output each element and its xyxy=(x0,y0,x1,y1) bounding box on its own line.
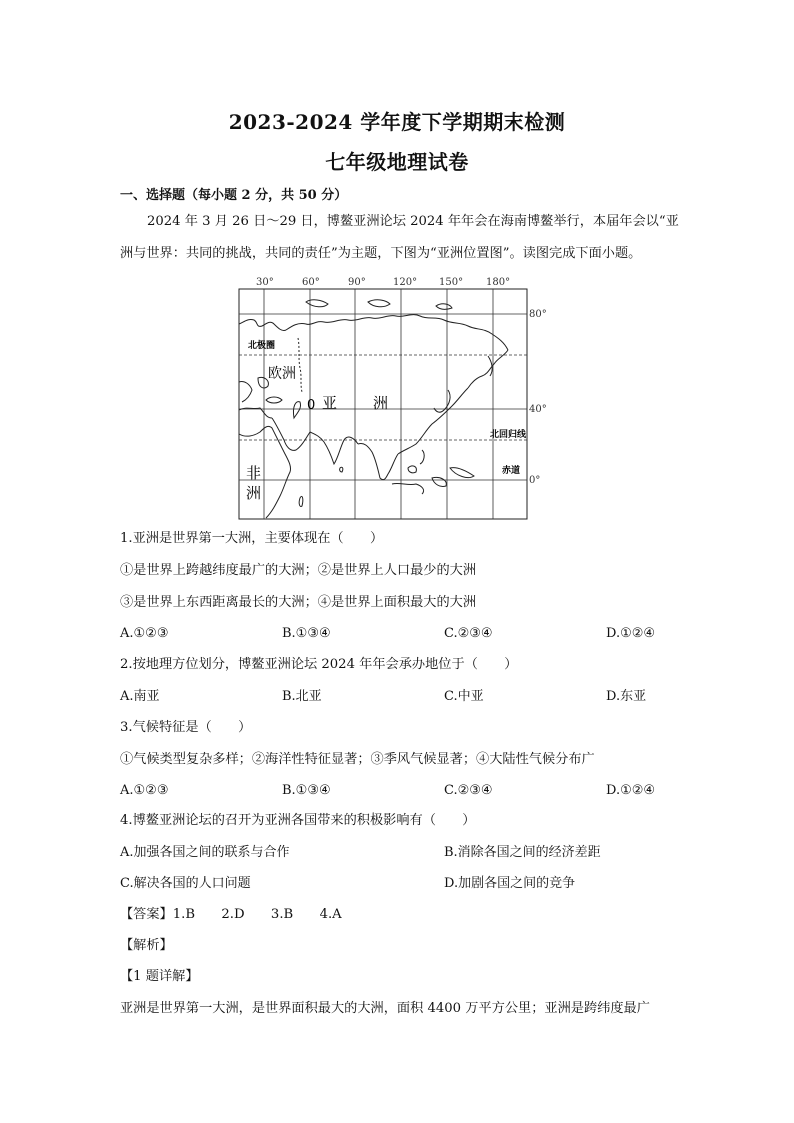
intro-line-2: 洲与世界：共同的挑战，共同的责任”为主题，下图为“亚洲位置图”。读图完成下面小题。 xyxy=(120,246,642,261)
intro-line-1: 2024 年 3 月 26 日～29 日，博鳌亚洲论坛 2024 年年会在海南博鳌举行，本届年会以“亚 xyxy=(147,214,679,229)
question-3-option-a[interactable]: A.①②③ xyxy=(120,783,169,798)
question-2-option-b[interactable]: B.北亚 xyxy=(282,689,322,704)
question-2-stem: 2.按地理方位划分，博鳌亚洲论坛 2024 年年会承办地位于（ ） xyxy=(120,657,518,672)
detail-1-heading: 【1 题详解】 xyxy=(120,969,199,984)
analysis-heading: 【解析】 xyxy=(120,938,173,953)
question-3-stem: 3.气候特征是（ ） xyxy=(120,720,252,735)
lon-label-180: 180° xyxy=(486,277,511,288)
arctic-circle-label: 北极圈 xyxy=(248,341,276,351)
section-heading: 一、选择题（每小题 2 分，共 50 分） xyxy=(120,188,348,203)
question-1-option-a[interactable]: A.①②③ xyxy=(120,626,169,641)
zero-label: 0 xyxy=(307,398,316,413)
question-4-option-b[interactable]: B.消除各国之间的经济差距 xyxy=(444,845,601,860)
asia-label-1: 亚 xyxy=(322,394,338,412)
asia-location-map xyxy=(236,272,554,524)
question-2-option-d[interactable]: D.东亚 xyxy=(606,689,647,704)
question-1-statement-1: ①是世界上跨越纬度最广的大洲；②是世界上人口最少的大洲 xyxy=(120,563,477,578)
lat-label-80: 80° xyxy=(529,309,547,320)
question-4-option-a[interactable]: A.加强各国之间的联系与合作 xyxy=(120,845,290,860)
asia-label-2: 洲 xyxy=(373,394,389,412)
lat-label-0: 0° xyxy=(529,475,541,486)
question-4-stem: 4.博鳌亚洲论坛的召开为亚洲各国带来的积极影响有（ ） xyxy=(120,813,476,828)
question-1-option-b[interactable]: B.①③④ xyxy=(282,626,331,641)
lon-label-150: 150° xyxy=(439,277,464,288)
lon-label-30: 30° xyxy=(256,277,274,288)
europe-label: 欧洲 xyxy=(268,366,296,382)
question-3-option-b[interactable]: B.①③④ xyxy=(282,783,331,798)
question-3-statement-1: ①气候类型复杂多样；②海洋性特征显著；③季风气候显著；④大陆性气候分布广 xyxy=(120,752,595,767)
lon-label-120: 120° xyxy=(393,277,418,288)
answer-key: 【答案】1.B 2.D 3.B 4.A xyxy=(120,907,342,922)
tropic-of-cancer-label: 北回归线 xyxy=(490,430,527,440)
lat-label-40: 40° xyxy=(529,404,547,415)
question-1-statement-2: ③是世界上东西距离最长的大洲；④是世界上面积最大的大洲 xyxy=(120,595,477,610)
question-2-option-a[interactable]: A.南亚 xyxy=(120,689,160,704)
page-subtitle: 七年级地理试卷 xyxy=(325,150,469,174)
question-3-option-d[interactable]: D.①②④ xyxy=(606,783,656,798)
africa-label-1: 非 xyxy=(246,464,262,482)
question-4-option-d[interactable]: D.加剧各国之间的竞争 xyxy=(444,876,576,891)
detail-1-text: 亚洲是世界第一大洲，是世界面积最大的大洲，面积 4400 万平方公里；亚洲是跨纬度最广 xyxy=(120,1001,650,1016)
question-1-option-d[interactable]: D.①②④ xyxy=(606,626,656,641)
question-2-option-c[interactable]: C.中亚 xyxy=(444,689,484,704)
africa-label-2: 洲 xyxy=(246,484,262,502)
page-title: 2023-2024 学年度下学期期末检测 xyxy=(228,110,566,134)
question-1-stem: 1.亚洲是世界第一大洲，主要体现在（ ） xyxy=(120,531,384,546)
question-4-option-c[interactable]: C.解决各国的人口问题 xyxy=(120,876,251,891)
lon-label-90: 90° xyxy=(348,277,366,288)
question-1-option-c[interactable]: C.②③④ xyxy=(444,626,493,641)
equator-label: 赤道 xyxy=(502,466,521,476)
lon-label-60: 60° xyxy=(302,277,320,288)
question-3-option-c[interactable]: C.②③④ xyxy=(444,783,493,798)
